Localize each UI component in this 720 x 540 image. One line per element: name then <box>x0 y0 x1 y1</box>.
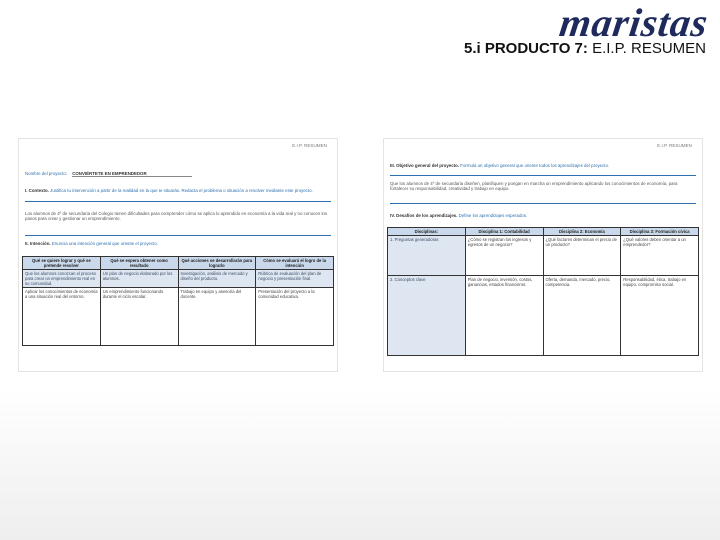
intention-instructions: Enuncia una intención general que oriente el proyecto. <box>51 241 159 246</box>
table-header-cell: Qué acciones se desarrollarán para lograrlo <box>178 257 256 270</box>
learning-table <box>387 227 699 356</box>
page-header: E.I.P. RESUMEN <box>657 143 692 148</box>
table-header-cell: Disciplina 2: Economía <box>543 228 621 236</box>
objective-instructions: Formula un objetivo general que oriente todos los aprendizajes del proyecto. <box>460 163 610 168</box>
table-header-row <box>23 257 334 270</box>
table-header-row <box>388 228 699 236</box>
section-context <box>25 188 331 193</box>
table-header-cell: Disciplina 3: Formación cívica <box>621 228 699 236</box>
table-cell: Rúbrica de evaluación del plan de negocio y presentación final. <box>256 270 334 288</box>
table-header-cell: Disciplinas: <box>388 228 466 236</box>
table-row <box>23 270 334 288</box>
divider <box>390 175 696 176</box>
challenges-instructions: Define los aprendizajes esperados. <box>458 213 528 218</box>
table-header-cell: Disciplina 1: Contabilidad <box>465 228 543 236</box>
maristas-logo <box>556 0 712 45</box>
table-cell: 1. Preguntas generadoras <box>388 236 466 276</box>
page-header: E.I.P. RESUMEN <box>292 143 327 148</box>
table-cell: Responsabilidad, ética, trabajo en equipo, compromiso social. <box>621 276 699 356</box>
divider <box>25 201 331 202</box>
table-cell: Un plan de negocio elaborado por los alumnos. <box>100 270 178 288</box>
section-intention <box>25 241 331 246</box>
table-cell: Aplicar los conocimientos de economía a una situación real del entorno. <box>23 288 101 346</box>
background-shade <box>0 390 720 540</box>
slide-title-rest: E.I.P. RESUMEN <box>587 40 706 57</box>
table-cell: Plan de negocio, inversión, costos, ganancias, estados financieros. <box>465 276 543 356</box>
intention-table <box>22 256 334 346</box>
project-name-value: CONVIÉRTETE EN EMPRENDEDOR <box>72 171 192 177</box>
table-header-cell: Qué se quiere lograr y qué se pretende resolver <box>23 257 101 270</box>
document-page-right <box>383 138 703 372</box>
project-name-line <box>25 171 331 177</box>
table-header-cell: Cómo se evaluará el logro de la intención <box>256 257 334 270</box>
logo-wordmark: maristas <box>556 0 712 45</box>
document-page-left <box>18 138 338 372</box>
table-cell: Investigación, análisis de mercado y diseño del producto. <box>178 270 256 288</box>
table-cell: ¿Qué factores determinan el precio de un producto? <box>543 236 621 276</box>
divider <box>390 203 696 204</box>
table-header-cell: Qué se espera obtener como resultado <box>100 257 178 270</box>
table-cell: Oferta, demanda, mercado, precio, competencia. <box>543 276 621 356</box>
section-challenges <box>390 213 696 218</box>
table-cell: ¿Cómo se registran los ingresos y egresos de un negocio? <box>465 236 543 276</box>
table-cell: ¿Qué valores deben orientar a un emprendedor? <box>621 236 699 276</box>
slide-title <box>464 40 706 57</box>
slide-title-bold: 5.i PRODUCTO 7: <box>463 40 588 57</box>
section-objective <box>390 163 696 168</box>
intention-title: II. Intención. <box>25 241 51 246</box>
objective-title: III. Objetivo general del proyecto. <box>390 163 460 168</box>
project-name-label: Nombre del proyecto: <box>25 171 67 176</box>
context-title: I. Contexto. <box>25 188 49 193</box>
table-cell: Trabajo en equipo y asesoría del docente. <box>178 288 256 346</box>
table-row <box>23 288 334 346</box>
table-cell: 2. Conceptos clave <box>388 276 466 356</box>
challenges-title: IV. Desafíos de los aprendizajes. <box>390 213 458 218</box>
objective-body: Que los alumnos de 4º de secundaria diseñen, planifiquen y pongan en marcha un emprendimiento aplicando los conocimientos de economía, para fortalecer su responsabilidad, creatividad y trabajo en equipo. <box>390 181 678 192</box>
divider <box>25 235 331 236</box>
table-cell: Que los alumnos conozcan el proceso para crear un emprendimiento real en su comunidad. <box>23 270 101 288</box>
table-row <box>388 236 699 276</box>
context-box: Los alumnos de 4º de secundaria del Colegio tienen dificultades para comprender cómo se aplica lo aprendido en economía a la vida real y no conocen los pasos para crear y gestionar un emprendimiento. <box>25 211 328 222</box>
table-cell: Un emprendimiento funcionando durante el ciclo escolar. <box>100 288 178 346</box>
context-instructions: Justifica tu intervención a partir de la realidad en la que te situarás. Redacta el problema o situación a resolver mediante este proyecto. <box>50 188 313 193</box>
table-cell: Presentación del proyecto a la comunidad educativa. <box>256 288 334 346</box>
table-row <box>388 276 699 356</box>
